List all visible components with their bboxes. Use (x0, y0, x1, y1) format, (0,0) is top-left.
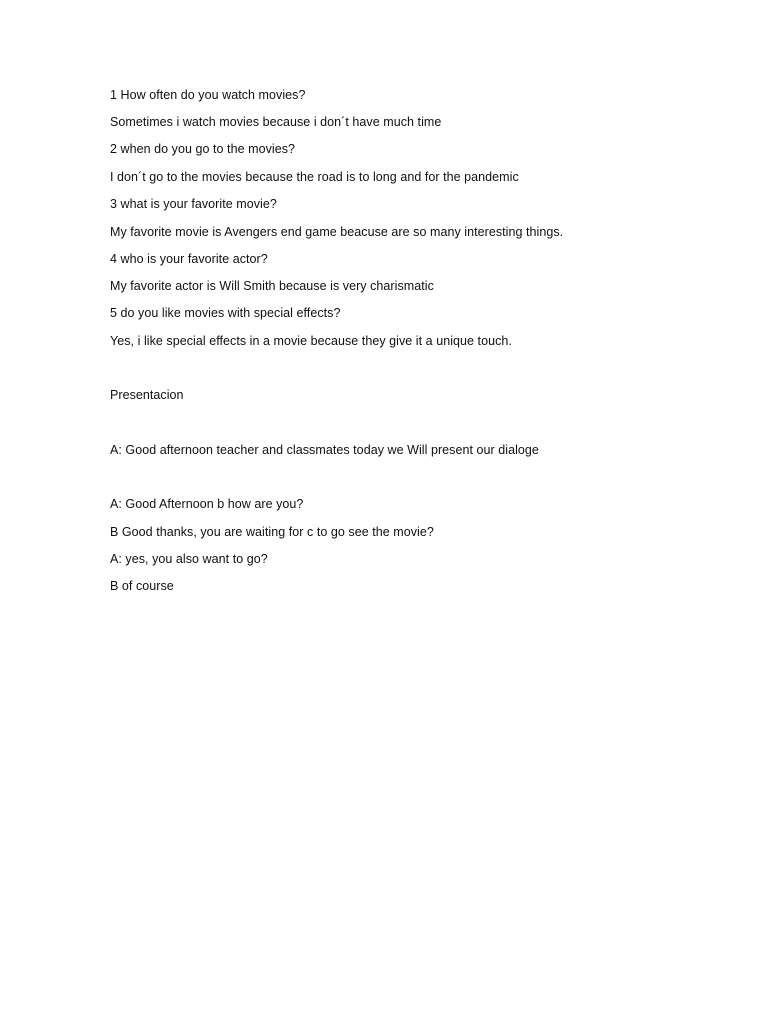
dialogue-intro: A: Good afternoon teacher and classmates today we Will present our dialoge (110, 443, 539, 457)
dialogue-line: A: Good Afternoon b how are you? (110, 497, 304, 511)
question-3: 3 what is your favorite movie? (110, 197, 277, 211)
answer-1: Sometimes i watch movies because i don´t have much time (110, 115, 442, 129)
question-4: 4 who is your favorite actor? (110, 252, 268, 266)
question-1: 1 How often do you watch movies? (110, 88, 306, 102)
answer-5: Yes, i like special effects in a movie because they give it a unique touch. (110, 334, 512, 348)
dialogue-line: B of course (110, 579, 174, 593)
section-heading: Presentacion (110, 388, 184, 402)
question-5: 5 do you like movies with special effects? (110, 306, 341, 320)
dialogue-line: B Good thanks, you are waiting for c to go see the movie? (110, 525, 434, 539)
answer-2: I don´t go to the movies because the road is to long and for the pandemic (110, 170, 519, 184)
answer-4: My favorite actor is Will Smith because is very charismatic (110, 279, 434, 293)
dialogue-line: A: yes, you also want to go? (110, 552, 268, 566)
answer-3: My favorite movie is Avengers end game beacuse are so many interesting things. (110, 225, 564, 239)
question-2: 2 when do you go to the movies? (110, 142, 296, 156)
